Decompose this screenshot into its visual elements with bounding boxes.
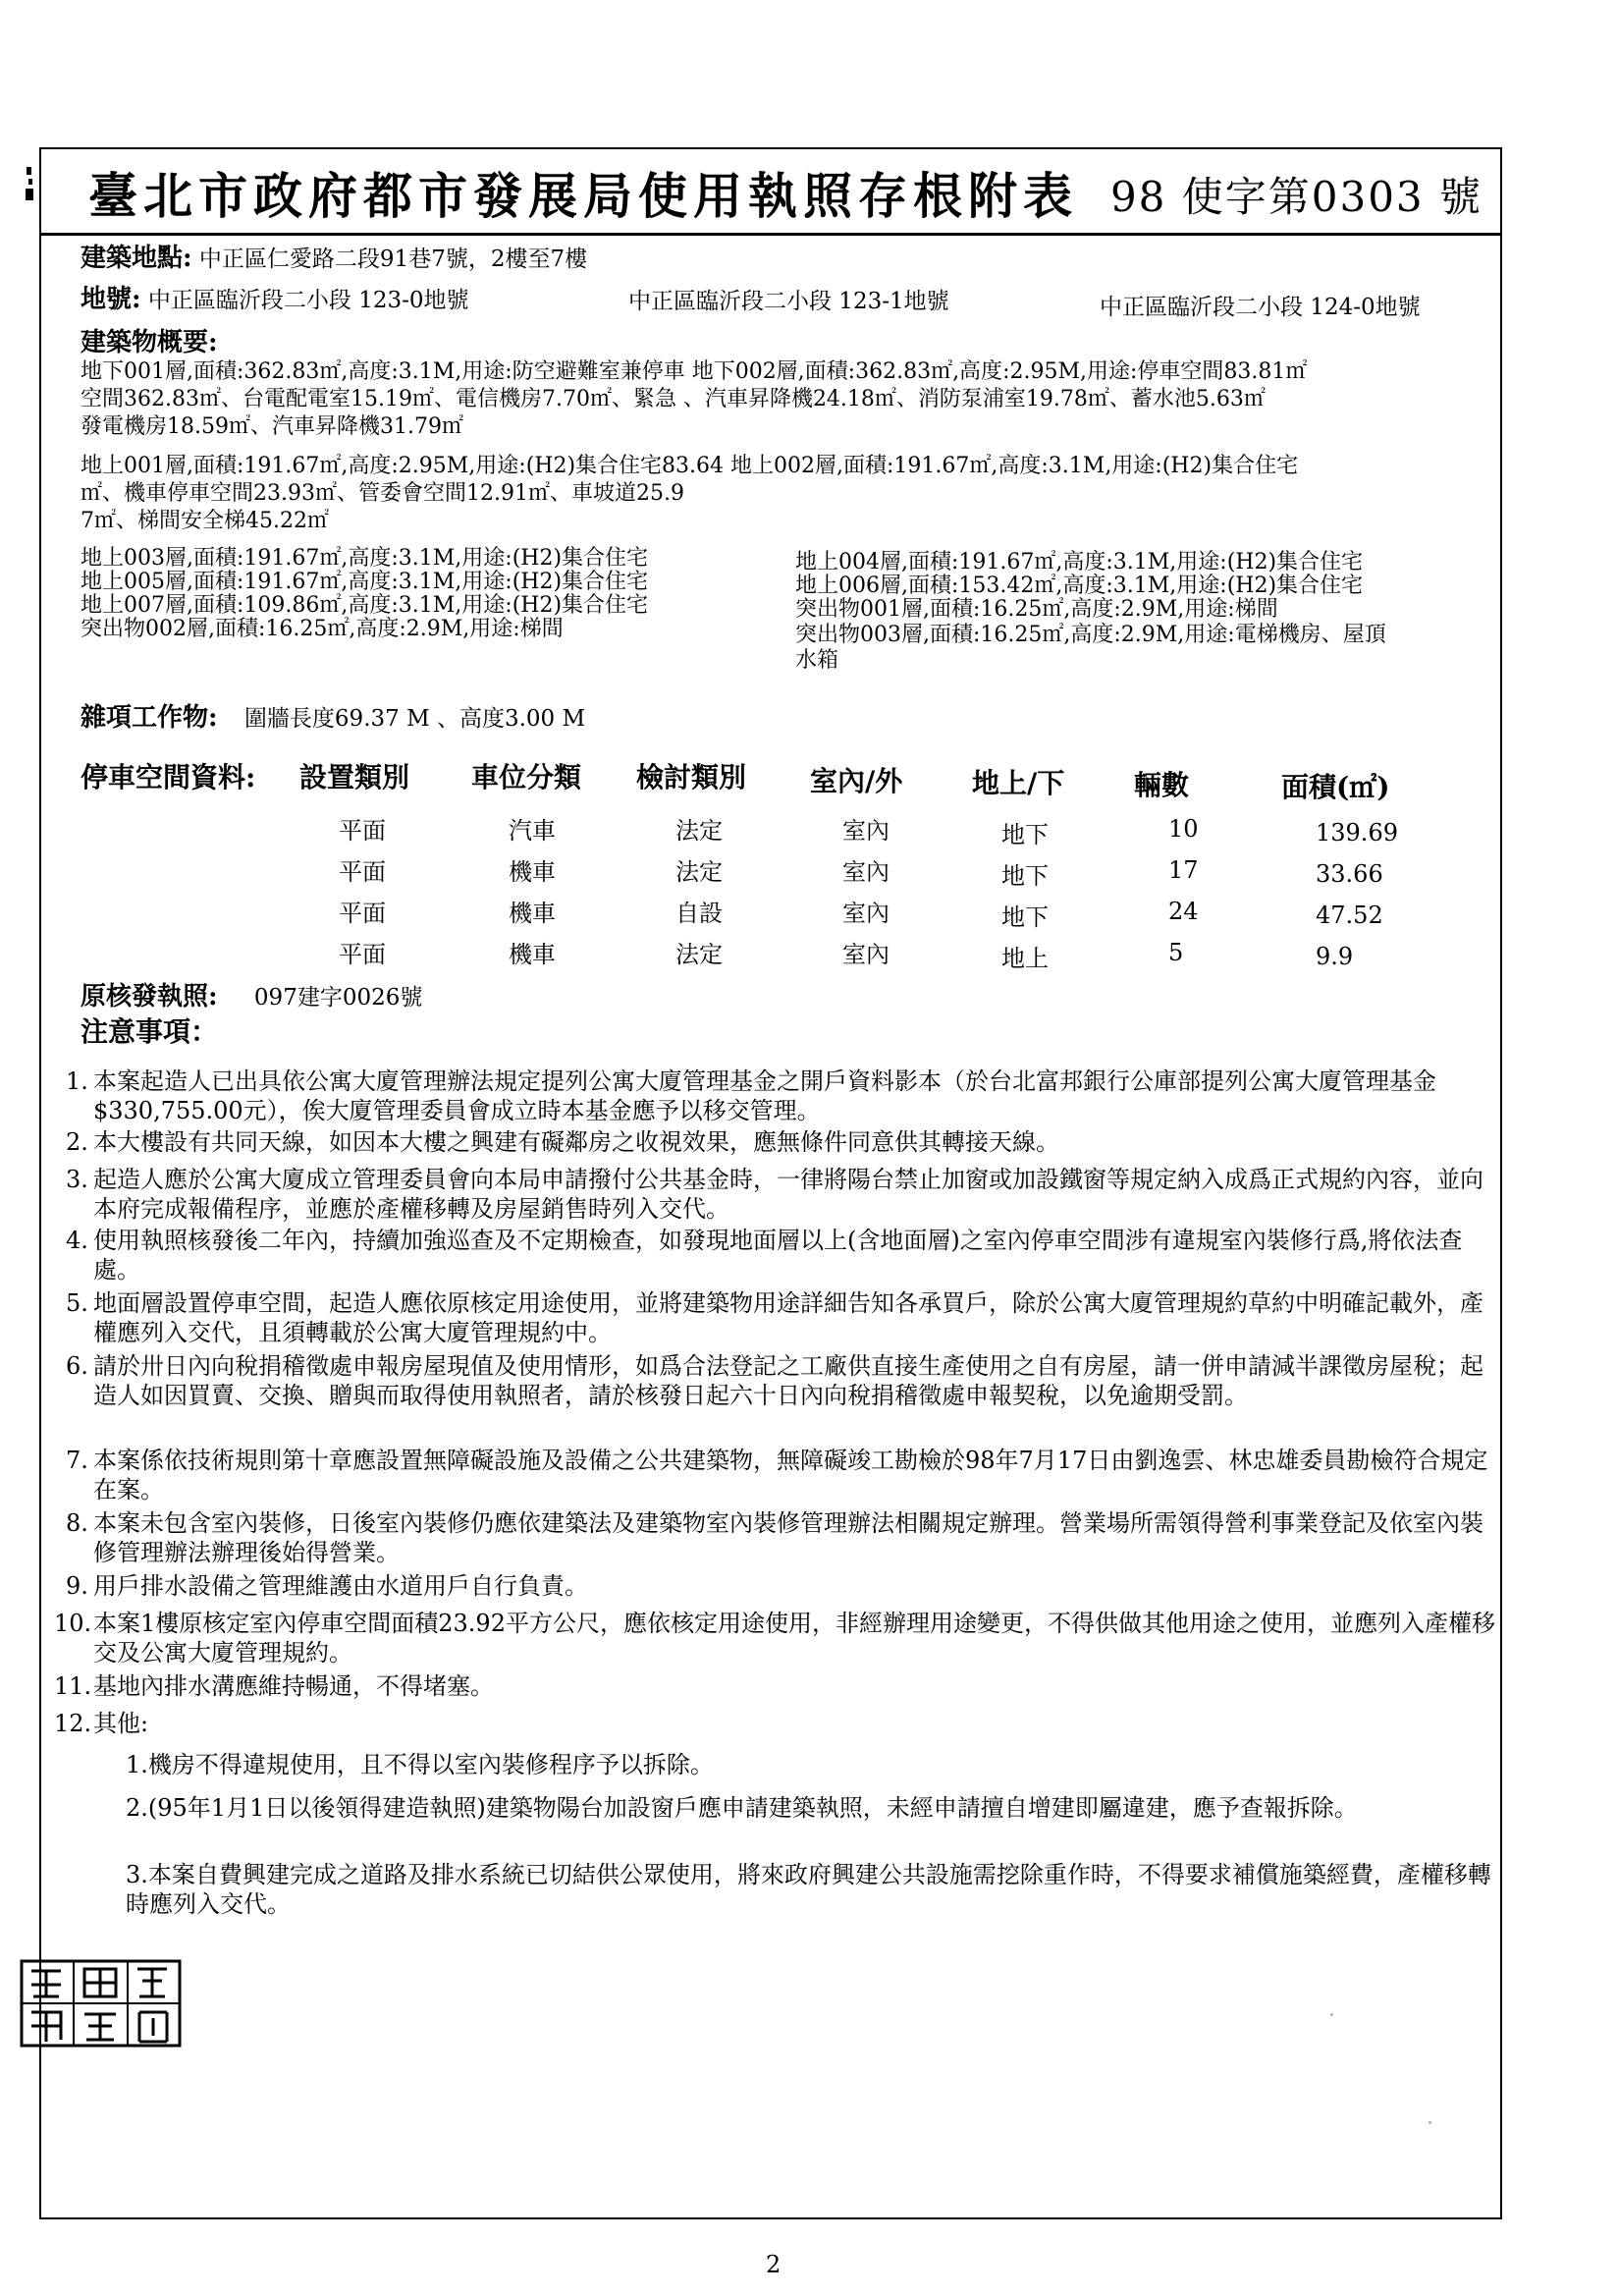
lot-label: 地號:	[81, 285, 141, 314]
parking-cell: 機車	[509, 941, 556, 968]
floor-right: 水箱	[795, 648, 839, 673]
parking-header: 室內/外	[810, 765, 903, 797]
parking-cell: 地下	[1001, 903, 1049, 931]
note-number: 11.	[54, 1672, 92, 1700]
note-number: 5.	[66, 1289, 88, 1317]
parking-cell: 室內	[842, 858, 890, 886]
parking-header: 設置類別	[299, 761, 410, 793]
floor-left: 地上007層,面積:109.86㎡,高度:3.1M,用途:(H2)集合住宅	[81, 593, 649, 618]
note-number: 9.	[66, 1572, 88, 1600]
sub-note: 3.本案自費興建完成之道路及排水系統已切結供公眾使用，將來政府興建公共設施需挖除重作時，不得要求補償施築經費，產權移轉時應列入交代。	[126, 1861, 1491, 1918]
note-number: 1.	[66, 1067, 88, 1095]
overview-line: 7㎡、梯間安全梯45.22㎡	[81, 509, 329, 533]
parking-cell: 室內	[842, 941, 890, 968]
note-text: 本案1樓原核定室內停車空間面積23.92平方公尺，應依核定用途使用，非經辦理用途變更，不得供做其他用途之使用，並應列入產權移交及公寓大廈管理規約。	[93, 1610, 1495, 1667]
note-item	[66, 1165, 1497, 1224]
address-label: 建築地點:	[81, 244, 192, 273]
overview-line: 地上001層,面積:191.67㎡,高度:2.95M,用途:(H2)集合住宅83.64 地上002層,面積:191.67㎡,高度:3.1M,用途:(H2)集合住宅	[81, 454, 1299, 478]
note-text: 本案起造人已出具依公寓大廈管理辦法規定提列公寓大廈管理基金之開戶資料影本（於台北富邦銀行公庫部提列公寓大廈管理基金$330,755.00元），俟大廈管理委員會成立時本基金應予以移交管理。	[93, 1067, 1436, 1124]
parking-cell: 139.69	[1316, 819, 1398, 847]
floor-left: 地上003層,面積:191.67㎡,高度:3.1M,用途:(H2)集合住宅	[81, 546, 649, 571]
note-text: 本案未包含室內裝修，日後室內裝修仍應依建築法及建築物室內裝修管理辦法相關規定辦理。營業場所需領得營利事業登記及依室內裝修管理辦法辦理後始得營業。	[93, 1509, 1483, 1566]
parking-cell: 5	[1168, 939, 1184, 966]
parking-header: 地上/下	[972, 767, 1065, 799]
note-text: 本案係依技術規則第十章應設置無障礙設施及設備之公共建築物，無障礙竣工勘檢於98年7月17日由劉逸雲、林忠雄委員勘檢符合規定在案。	[93, 1447, 1488, 1503]
floor-left: 突出物002層,面積:16.25㎡,高度:2.9M,用途:梯間	[81, 617, 564, 641]
notes-label: 注意事項：	[81, 1015, 219, 1048]
parking-cell: 17	[1168, 856, 1199, 884]
permit-row	[81, 984, 422, 1011]
permit-value: 097建字0026號	[253, 985, 423, 1011]
overview-line: 空間362.83㎡、台電配電室15.19㎡、電信機房7.70㎡、緊急 、汽車昇降機24.18㎡、消防泵浦室19.78㎡、蓄水池5.63㎡	[81, 387, 1266, 411]
parking-cell: 室內	[842, 900, 890, 927]
parking-header: 檢討類別	[636, 761, 747, 793]
note-text: 起造人應於公寓大廈成立管理委員會向本局申請撥付公共基金時，一律將陽台禁止加窗或加設鐵窗等規定納入成爲正式規約內容，並向本府完成報備程序，並應於產權移轉及房屋銷售時列入交代。	[93, 1166, 1483, 1223]
lot-value-3: 中正區臨沂段二小段 124-0地號	[1100, 295, 1421, 320]
overview-line: 地下001層,面積:362.83㎡,高度:3.1M,用途:防空避難室兼停車 地下002層,面積:362.83㎡,高度:2.95M,用途:停車空間83.81㎡	[81, 359, 1308, 384]
note-text: 本大樓設有共同天線，如因本大樓之興建有礙鄰房之收視效果，應無條件同意供其轉接天線。	[93, 1128, 1059, 1156]
parking-cell: 9.9	[1316, 943, 1354, 970]
parking-cell: 地上	[1001, 945, 1049, 972]
scan-speck	[1330, 2013, 1333, 2016]
overview-label: 建築物概要:	[81, 328, 218, 357]
note-item	[66, 1066, 1497, 1125]
parking-header: 車位分類	[471, 761, 582, 793]
misc-value: 圍牆長度69.37 M 、高度3.00 M	[243, 706, 586, 732]
scan-speck	[1429, 2121, 1431, 2124]
parking-cell: 地下	[1001, 821, 1049, 848]
note-item	[66, 1127, 1497, 1157]
note-item	[54, 1609, 1497, 1667]
note-text: 基地內排水溝應維持暢通，不得堵塞。	[93, 1672, 494, 1700]
floor-right: 地上004層,面積:191.67㎡,高度:3.1M,用途:(H2)集合住宅	[795, 550, 1364, 574]
sub-note: 1.機房不得違規使用，且不得以室內裝修程序予以拆除。	[126, 1751, 714, 1778]
document-number: 98 使字第0303 號	[1109, 173, 1483, 221]
official-seal	[20, 1959, 182, 2048]
note-number: 7.	[66, 1447, 88, 1474]
address-value: 中正區仁愛路二段91巷7號，2樓至7樓	[198, 246, 588, 272]
parking-cell: 法定	[675, 941, 723, 968]
note-number: 3.	[66, 1166, 88, 1193]
parking-cell: 法定	[675, 817, 723, 845]
note-number: 8.	[66, 1509, 88, 1537]
note-item	[66, 1446, 1497, 1504]
parking-cell: 24	[1168, 898, 1199, 925]
note-number: 10.	[54, 1610, 92, 1637]
note-item	[66, 1571, 1497, 1601]
floor-right: 突出物001層,面積:16.25㎡,高度:2.9M,用途:梯間	[795, 597, 1278, 622]
parking-cell: 室內	[842, 817, 890, 845]
parking-cell: 自設	[675, 900, 723, 927]
note-text: 用戶排水設備之管理維護由水道用戶自行負責。	[93, 1572, 588, 1600]
note-item	[66, 1226, 1497, 1285]
note-item	[66, 1508, 1497, 1567]
floor-left: 地上005層,面積:191.67㎡,高度:3.1M,用途:(H2)集合住宅	[81, 570, 649, 594]
lot-row	[81, 287, 469, 313]
parking-label: 停車空間資料:	[81, 761, 256, 793]
note-text: 使用執照核發後二年內，持續加強巡查及不定期檢查，如發現地面層以上(含地面層)之室內停車空間涉有違規室內裝修行爲,將依法查處。	[93, 1227, 1463, 1284]
lot-value-2: 中正區臨沂段二小段 123-1地號	[628, 289, 949, 314]
note-item	[66, 1288, 1497, 1347]
title-row	[39, 147, 1502, 236]
parking-cell: 平面	[339, 941, 386, 968]
floor-right: 突出物003層,面積:16.25㎡,高度:2.9M,用途:電梯機房、屋頂	[795, 623, 1386, 647]
margin-binding-mark	[24, 165, 37, 204]
note-item	[66, 1351, 1497, 1410]
overview-line: ㎡、機車停車空間23.93㎡、管委會空間12.91㎡、車坡道25.9	[81, 481, 684, 506]
note-item	[54, 1709, 1497, 1738]
parking-cell: 汽車	[509, 817, 556, 845]
misc-row	[81, 705, 585, 732]
page-number: 2	[766, 2251, 782, 2278]
note-number: 2.	[66, 1128, 88, 1156]
note-text: 請於卅日內向稅捐稽徵處申報房屋現值及使用情形，如爲合法登記之工廠供直接生產使用之自有房屋，請一併申請減半課徵房屋稅；起造人如因買賣、交換、贈與而取得使用執照者，請於核發日起六十日內向稅捐稽徵處申報契稅，以免逾期受罰。	[93, 1352, 1483, 1409]
sub-note: 2.(95年1月1日以後領得建造執照)建築物陽台加設窗戶應申請建築執照，未經申請擅自增建即屬違建，應予查報拆除。	[126, 1794, 1358, 1822]
parking-cell: 平面	[339, 858, 386, 886]
parking-cell: 地下	[1001, 862, 1049, 890]
note-item	[54, 1671, 1497, 1701]
address-row	[81, 246, 587, 272]
parking-cell: 法定	[675, 858, 723, 886]
note-number: 12.	[54, 1710, 92, 1737]
note-number: 4.	[66, 1227, 88, 1254]
parking-cell: 機車	[509, 858, 556, 886]
parking-cell: 平面	[339, 817, 386, 845]
overview-line: 發電機房18.59㎡、汽車昇降機31.79㎡	[81, 414, 463, 439]
note-number: 6.	[66, 1352, 88, 1380]
parking-cell: 47.52	[1316, 902, 1383, 929]
document-title: 臺北市政府都市發展局使用執照存根附表	[88, 167, 1078, 225]
lot-value-1: 中正區臨沂段二小段 123-0地號	[147, 288, 469, 313]
note-text: 地面層設置停車空間，起造人應依原核定用途使用，並將建築物用途詳細告知各承買戶，除於公寓大廈管理規約草約中明確記載外，產權應列入交代，且須轉載於公寓大廈管理規約中。	[93, 1289, 1483, 1346]
floor-right: 地上006層,面積:153.42㎡,高度:3.1M,用途:(H2)集合住宅	[795, 574, 1364, 598]
parking-cell: 機車	[509, 900, 556, 927]
note-text: 其他:	[93, 1710, 149, 1737]
parking-header: 輛數	[1134, 769, 1190, 801]
permit-label: 原核發執照:	[81, 982, 218, 1011]
misc-label: 雜項工作物:	[81, 703, 218, 733]
parking-cell: 平面	[339, 900, 386, 927]
parking-cell: 33.66	[1316, 860, 1383, 888]
parking-cell: 10	[1168, 815, 1199, 843]
parking-header: 面積(㎡)	[1281, 771, 1390, 803]
